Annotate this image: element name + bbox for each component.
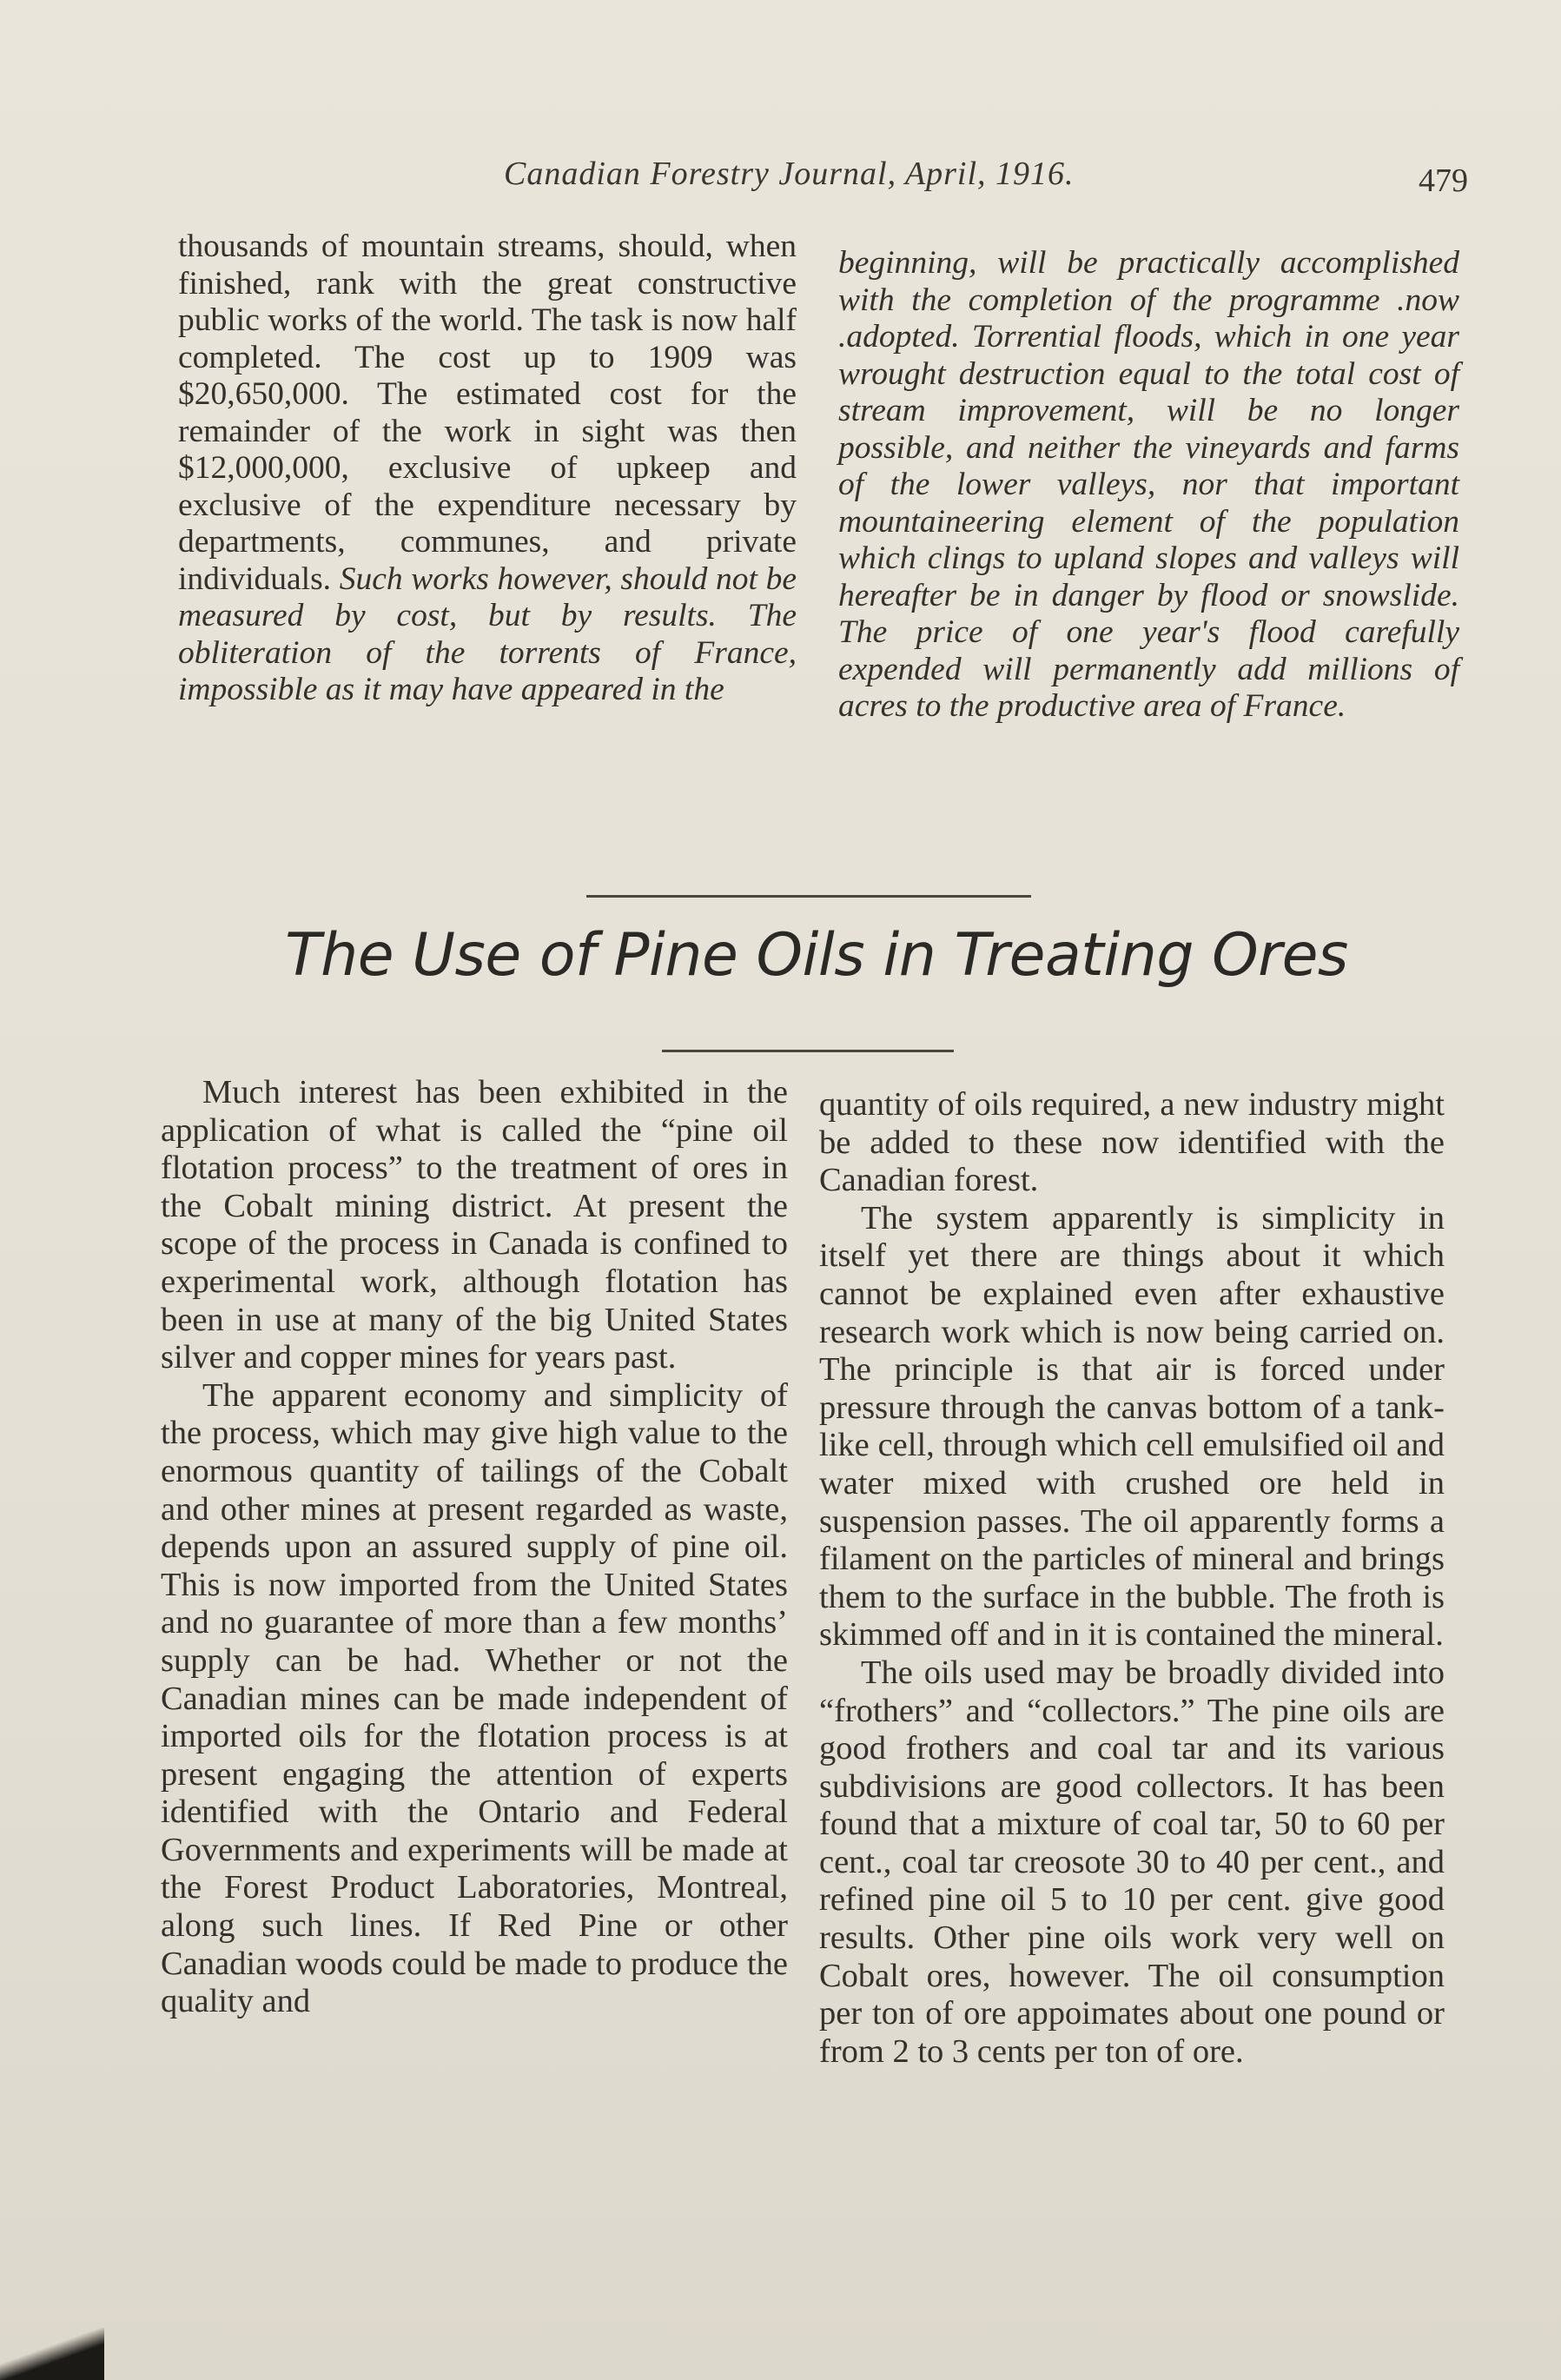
article-paragraph: Much interest has been exhibited in the application of what is called the “pine oil flotation process” to the treatment of ores in the Cobalt mining district. At present the scope of the process in Canada is confined to experimental work, although flotation has been in use at many of the big United States silver and copper mines for years past. bbox=[161, 1074, 788, 1376]
article-title: The Use of Pine Oils in Treating Ores bbox=[285, 921, 1348, 990]
top-right-text: beginning, will be practically accomplished with the completion of the programme .now .adopted. Torrential floods, which in one year wrought destruction equal to the total cost of stream improvement, will be no longer possible, and neither the vineyards and farms of the lower valleys, nor that important mountaineering element of the population which clings to upland slopes and valleys will hereafter be in danger by flood or snowslide. The price of one year's flood carefully expended will permanently add millions of acres to the productive area of France. bbox=[838, 245, 1459, 724]
top-right-column bbox=[838, 245, 1459, 726]
title-divider bbox=[662, 1050, 954, 1052]
running-title: Canadian Forestry Journal, April, 1916. bbox=[504, 156, 1075, 192]
section-divider-top bbox=[586, 895, 1031, 898]
top-left-column bbox=[178, 229, 797, 709]
article-paragraph: The apparent economy and simplicity of the process, which may give high value to the enormous quantity of tailings of the Cobalt and other mines at present regarded as waste, depends upon an assured supply of pine oil. This is now imported from the United States and no guarantee of more than a few months’ supply can be had. Whether or not the Canadian mines can be made independent of imported oils for the flotation process is at present engaging the attention of experts identified with the Ontario and Federal Governments and experiments will be made at the Forest Product Laboratories, Montreal, along such lines. If Red Pine or other Canadian woods could be made to produce the quality and bbox=[161, 1376, 788, 2020]
top-left-text: thousands of mountain streams, should, when finished, rank with the great constructive public works of the world. The task is now half completed. The cost up to 1909 was $20,650,000. The estimated cost for the remainder of the work in sight was then $12,000,000, exclusive of upkeep and exclusive of the expenditure necessary by departments, communes, and private individuals. bbox=[178, 229, 797, 597]
page-number: 479 bbox=[1419, 162, 1468, 199]
article-right-column bbox=[819, 1086, 1445, 2071]
page-header bbox=[504, 155, 1468, 207]
article-left-column bbox=[161, 1074, 788, 2021]
article-paragraph: quantity of oils required, a new industry might be added to these now identified with the Canadian forest. bbox=[819, 1086, 1445, 1199]
scan-shadow bbox=[0, 2328, 104, 2380]
article-paragraph: The oils used may be broadly divided into “frothers” and “collectors.” The pine oils are good frothers and coal tar and its various subdivisions are good collectors. It has been found that a mixture of coal tar, 50 to 60 per cent., coal tar creosote 30 to 40 per cent., and refined pine oil 5 to 10 per cent. give good results. Other pine oils work very well on Cobalt ores, however. The oil consumption per ton of ore appoimates about one pound or from 2 to 3 cents per ton of ore. bbox=[819, 1654, 1445, 2070]
article-paragraph: The system apparently is simplicity in itself yet there are things about it which cannot be explained even after exhaustive research work which is now being carried on. The principle is that air is forced under pressure through the canvas bottom of a tank-like cell, through which cell emulsified oil and water mixed with crushed ore held in suspension passes. The oil apparently forms a filament on the particles of mineral and brings them to the surface in the bubble. The froth is skimmed off and in it is contained the mineral. bbox=[819, 1199, 1445, 1654]
top-left-italic-text: Such works however, should not be measured by cost, but by results. The obliteration of the torrents of France, impossible as it may have appeared in the bbox=[178, 560, 797, 707]
